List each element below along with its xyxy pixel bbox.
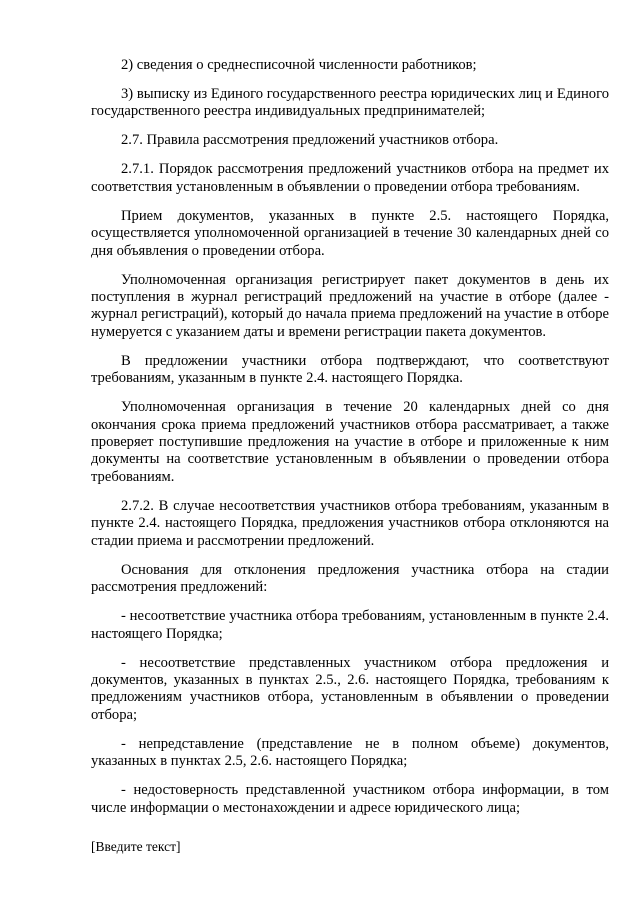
paragraph-10: Основания для отклонения предложения участника отбора на стадии рассмотрения предложений: [91,561,609,596]
paragraph-4: 2.7.1. Порядок рассмотрения предложений участников отбора на предмет их соответствия установленным в объявлении о проведении отбора требованиям. [91,161,609,195]
paragraph-7: В предложении участники отбора подтверждают, что соответствуют требованиям, указанным в пункте 2.4. настоящего Порядка. [91,352,609,387]
paragraph-13: - непредставление (представление не в полном объеме) документов, указанных в пунктах 2.5, 2.6. настоящего Порядка; [91,735,609,770]
footer-placeholder-text[interactable]: [Введите текст] [91,839,181,854]
paragraph-5: Прием документов, указанных в пункте 2.5. настоящего Порядка, осуществляется уполномоченной организацией в течение 30 календарных дней со дня объявления о проведении отбора. [91,207,609,259]
paragraph-2: 3) выписку из Единого государственного реестра юридических лиц и Единого государственного реестра индивидуальных предпринимателей; [91,86,609,120]
paragraph-11: - несоответствие участника отбора требованиям, установленным в пункте 2.4. настоящего Порядка; [91,608,609,642]
paragraph-6: Уполномоченная организация регистрирует пакет документов в день их поступления в журнал регистраций предложений на участие в отборе (далее - журнал регистраций), который до начала приема предложений на участие в отборе нумеруется с указанием даты и времени регистрации пакета документов. [91,271,609,340]
paragraph-1: 2) сведения о среднесписочной численности работников; [121,57,477,73]
paragraph-12: - несоответствие представленных участником отбора предложения и документов, указанных в пунктах 2.5., 2.6. настоящего Порядка, требованиям к предложениям участников отбора, установленным в объявлении о проведении отбора; [91,654,609,723]
paragraph-9: 2.7.2. В случае несоответствия участников отбора требованиям, указанным в пункте 2.4. настоящего Порядка, предложения участников отбора отклоняются на стадии приема и рассмотрении предложений. [91,497,609,549]
paragraph-8: Уполномоченная организация в течение 20 календарных дней со дня окончания срока приема предложений участников отбора рассматривает, а также проверяет поступившие предложения на участие в отборе и приложенные к ним документы на соответствие установленным в объявлении о проведении отбора требованиям. [91,399,609,485]
paragraph-14: - недостоверность представленной участником отбора информации, в том числе информации о местонахождении и адресе юридического лица; [91,782,609,816]
paragraph-3: 2.7. Правила рассмотрения предложений участников отбора. [121,132,499,149]
document-body [91,57,609,829]
